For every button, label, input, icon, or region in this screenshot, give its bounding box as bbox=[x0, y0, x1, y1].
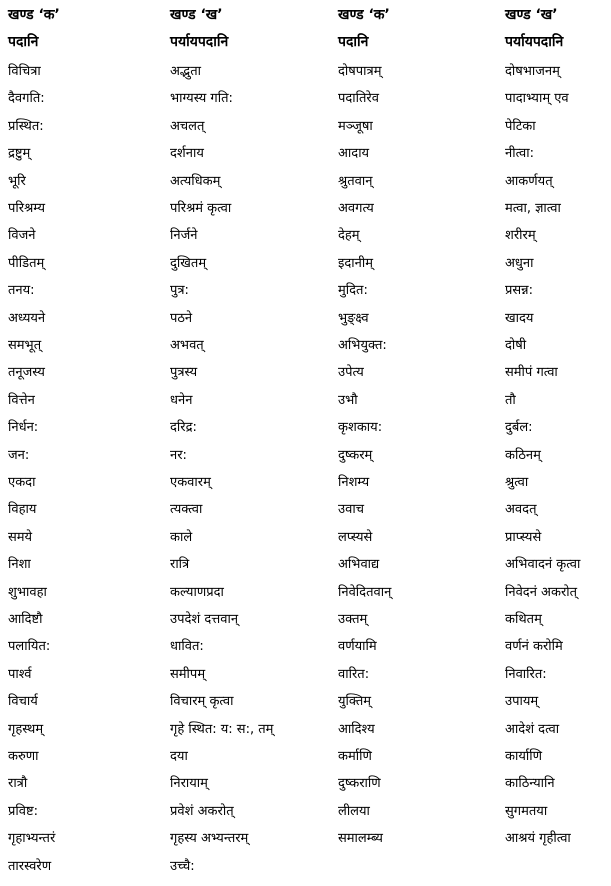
table-row bbox=[0, 197, 611, 221]
synonym-cell: श्रुत्वा bbox=[505, 475, 529, 490]
word-cell: पलायित: bbox=[8, 639, 51, 655]
table-row bbox=[0, 389, 611, 413]
table-row bbox=[0, 718, 611, 742]
word-cell: विचार्य bbox=[8, 694, 38, 710]
synonym-cell: समीपम् bbox=[170, 666, 206, 682]
word-cell: आदिष्टौ bbox=[8, 612, 43, 627]
word-cell: कृशकाय: bbox=[338, 420, 383, 436]
section-heading: खण्ड ‘क’ bbox=[8, 7, 60, 23]
word-cell: विहाय bbox=[8, 502, 37, 518]
table-row bbox=[0, 498, 611, 522]
synonym-cell: पुत्र: bbox=[170, 283, 189, 299]
table-row bbox=[0, 581, 611, 605]
column-header-row bbox=[0, 30, 611, 54]
word-cell: रात्रौ bbox=[8, 776, 28, 792]
synonym-cell: कल्याणप्रदा bbox=[170, 584, 224, 600]
word-cell: तनय: bbox=[8, 283, 35, 299]
synonym-cell: कठिनम् bbox=[505, 447, 541, 463]
synonym-cell: दुर्बल: bbox=[505, 420, 533, 436]
synonym-cell: काठिन्यानि bbox=[505, 776, 555, 792]
synonym-cell: गृहस्य अभ्यन्तरम् bbox=[170, 831, 249, 847]
table-row bbox=[0, 608, 611, 632]
table-row bbox=[0, 690, 611, 714]
column-heading: पदानि bbox=[338, 34, 369, 50]
word-cell: तारस्वरेण bbox=[8, 858, 52, 874]
word-cell: विचित्रा bbox=[8, 64, 41, 79]
column-heading: पर्यायपदानि bbox=[170, 34, 229, 50]
synonym-cell: धनेन bbox=[170, 392, 193, 408]
synonym-cell: विचारम् कृत्वा bbox=[170, 694, 234, 710]
table-row bbox=[0, 471, 611, 495]
word-cell: उक्तम् bbox=[338, 612, 368, 627]
table-row bbox=[0, 115, 611, 139]
table-row bbox=[0, 663, 611, 687]
synonym-cell: निरायाम् bbox=[170, 776, 208, 792]
word-cell: दुष्कराणि bbox=[338, 776, 381, 792]
word-cell: श्रुतवान् bbox=[338, 173, 373, 189]
synonym-cell: धावित: bbox=[170, 639, 204, 655]
column-heading: पदानि bbox=[8, 34, 39, 50]
synonym-cell: वर्णनं करोमि bbox=[505, 639, 563, 655]
synonym-cell: भाग्यस्य गति: bbox=[170, 91, 233, 107]
word-cell: करुणा bbox=[8, 749, 39, 764]
synonym-cell: कथितम् bbox=[505, 612, 542, 627]
word-cell: परिश्रम्य bbox=[8, 201, 46, 216]
word-cell: उभौ bbox=[338, 392, 358, 408]
synonym-cell: शरीरम् bbox=[505, 228, 536, 244]
synonym-cell: उच्चै: bbox=[170, 858, 195, 874]
synonym-cell: समीपं गत्वा bbox=[505, 365, 558, 381]
word-cell: इदानीम् bbox=[338, 255, 374, 271]
synonym-cell: आदेशं दत्वा bbox=[505, 721, 560, 737]
word-cell: अभिवाद्य bbox=[338, 557, 380, 573]
synonym-cell: दोषभाजनम् bbox=[505, 64, 560, 79]
synonym-cell: तौ bbox=[505, 392, 516, 408]
word-cell: गृहस्थम् bbox=[8, 721, 44, 737]
word-cell: अध्ययने bbox=[8, 310, 46, 326]
table-row bbox=[0, 307, 611, 331]
table-row bbox=[0, 635, 611, 659]
word-cell: आदिश्य bbox=[338, 721, 375, 737]
synonym-cell: अत्यधिकम् bbox=[170, 173, 221, 189]
word-cell: लीलया bbox=[338, 803, 370, 819]
synonym-cell: निवारित: bbox=[505, 666, 547, 682]
synonym-cell: उपदेशं दत्तवान् bbox=[170, 612, 239, 627]
table-row bbox=[0, 252, 611, 276]
synonym-cell: सुगमतया bbox=[505, 803, 548, 819]
table-row bbox=[0, 526, 611, 550]
word-cell: मञ्जूषा bbox=[338, 118, 373, 134]
synonym-cell: दोषी bbox=[505, 338, 527, 353]
word-cell: पदातिरेव bbox=[338, 91, 379, 107]
word-cell: कर्माणि bbox=[338, 749, 372, 764]
word-cell: वर्णयामि bbox=[338, 639, 377, 655]
word-cell: विजने bbox=[8, 228, 36, 244]
synonym-cell: दुखितम् bbox=[170, 255, 207, 271]
word-cell: एकदा bbox=[8, 475, 36, 490]
word-cell: दोषपात्रम् bbox=[338, 64, 382, 79]
word-cell: दुष्करम् bbox=[338, 447, 373, 463]
word-cell: देहम् bbox=[338, 228, 360, 244]
word-cell: निशम्य bbox=[338, 475, 370, 490]
synonym-cell: त्यक्त्वा bbox=[170, 502, 203, 518]
section-heading: खण्ड ‘क’ bbox=[338, 7, 390, 23]
synonym-cell: अचलत् bbox=[170, 118, 205, 134]
word-cell: उवाच bbox=[338, 502, 364, 518]
synonym-cell: पादाभ्याम् एव bbox=[505, 91, 569, 107]
column-heading: पर्यायपदानि bbox=[505, 34, 564, 50]
word-cell: युक्तिम् bbox=[338, 694, 372, 710]
synonym-cell: मत्वा, ज्ञात्वा bbox=[505, 201, 561, 216]
word-cell: शुभावहा bbox=[8, 584, 47, 600]
word-cell: प्रस्थित: bbox=[8, 118, 44, 134]
word-cell: पीडितम् bbox=[8, 255, 45, 271]
word-cell: समये bbox=[8, 529, 33, 545]
table-row bbox=[0, 444, 611, 468]
synonym-cell: अभिवादनं कृत्वा bbox=[505, 557, 581, 573]
table-row bbox=[0, 361, 611, 385]
synonym-cell: प्रवेशं अकरोत् bbox=[170, 803, 234, 819]
table-row bbox=[0, 60, 611, 84]
word-cell: निवेदितवान् bbox=[338, 584, 392, 600]
synonym-cell: दया bbox=[170, 749, 188, 764]
synonym-cell: प्राप्स्यसे bbox=[505, 529, 542, 545]
table-row bbox=[0, 224, 611, 248]
synonym-cell: काले bbox=[170, 529, 193, 545]
synonym-cell: अवदत् bbox=[505, 502, 537, 518]
synonym-cell: गृहे स्थित: य: स:, तम् bbox=[170, 721, 274, 737]
synonym-cell: खादय bbox=[505, 310, 534, 326]
table-row bbox=[0, 416, 611, 440]
table-row bbox=[0, 334, 611, 358]
word-cell: गृहाभ्यन्तरं bbox=[8, 831, 56, 847]
word-cell: समभूत् bbox=[8, 338, 42, 353]
synonym-cell: अधुना bbox=[505, 255, 534, 271]
table-row bbox=[0, 553, 611, 577]
word-cell: जन: bbox=[8, 447, 30, 463]
table-row bbox=[0, 772, 611, 796]
table-row bbox=[0, 745, 611, 769]
word-cell: अभियुक्त: bbox=[338, 338, 387, 353]
word-cell: आदाय bbox=[338, 146, 370, 162]
section-heading: खण्ड ‘ख’ bbox=[505, 7, 558, 23]
word-cell: प्रविष्ट: bbox=[8, 803, 38, 819]
synonym-cell: नर: bbox=[170, 447, 187, 463]
word-cell: भुङ्क्ष्व bbox=[338, 310, 369, 326]
word-cell: लप्स्यसे bbox=[338, 529, 373, 545]
synonym-cell: उपायम् bbox=[505, 694, 539, 710]
synonym-cell: एकवारम् bbox=[170, 475, 211, 490]
table-row bbox=[0, 800, 611, 824]
synonym-cell: नीत्वा: bbox=[505, 146, 535, 162]
synonym-cell: आश्रयं गृहीत्वा bbox=[505, 831, 571, 847]
synonym-cell: पठने bbox=[170, 310, 193, 326]
word-cell: तनूजस्य bbox=[8, 365, 45, 381]
synonym-cell: दरिद्र: bbox=[170, 420, 197, 436]
word-cell: भूरि bbox=[8, 173, 26, 189]
table-row bbox=[0, 142, 611, 166]
word-cell: निशा bbox=[8, 557, 31, 573]
synonym-cell: आकर्णयत् bbox=[505, 173, 553, 189]
synonym-cell: पेटिका bbox=[505, 118, 536, 134]
word-cell: दैवगति: bbox=[8, 91, 45, 107]
word-cell: निर्धन: bbox=[8, 420, 39, 436]
word-cell: अवगत्य bbox=[338, 201, 374, 216]
synonym-cell: अभवत् bbox=[170, 338, 204, 353]
synonym-cell: निवेदनं अकरोत् bbox=[505, 584, 578, 600]
synonym-cell: परिश्रमं कृत्वा bbox=[170, 201, 232, 216]
word-cell: समालम्ब्य bbox=[338, 831, 383, 847]
synonym-cell: रात्रि bbox=[170, 557, 190, 573]
synonym-cell: दर्शनाय bbox=[170, 146, 204, 162]
synonym-cell: कार्याणि bbox=[505, 749, 543, 764]
synonym-cell: निर्जने bbox=[170, 228, 198, 244]
table-row bbox=[0, 87, 611, 111]
section-heading: खण्ड ‘ख’ bbox=[170, 7, 223, 23]
table-row bbox=[0, 279, 611, 303]
table-row bbox=[0, 827, 611, 851]
word-cell: पार्श्व bbox=[8, 666, 32, 682]
word-cell: वित्तेन bbox=[8, 392, 35, 408]
synonym-cell: अद्भुता bbox=[170, 64, 201, 79]
section-header-row bbox=[0, 3, 611, 27]
table-row bbox=[0, 170, 611, 194]
word-cell: उपेत्य bbox=[338, 365, 364, 381]
word-cell: द्रष्टुम् bbox=[8, 146, 31, 162]
table-row bbox=[0, 855, 611, 879]
synonym-cell: पुत्रस्य bbox=[170, 365, 198, 381]
synonym-cell: प्रसन्न: bbox=[505, 283, 533, 299]
word-cell: वारित: bbox=[338, 666, 370, 682]
word-cell: मुदित: bbox=[338, 283, 368, 299]
